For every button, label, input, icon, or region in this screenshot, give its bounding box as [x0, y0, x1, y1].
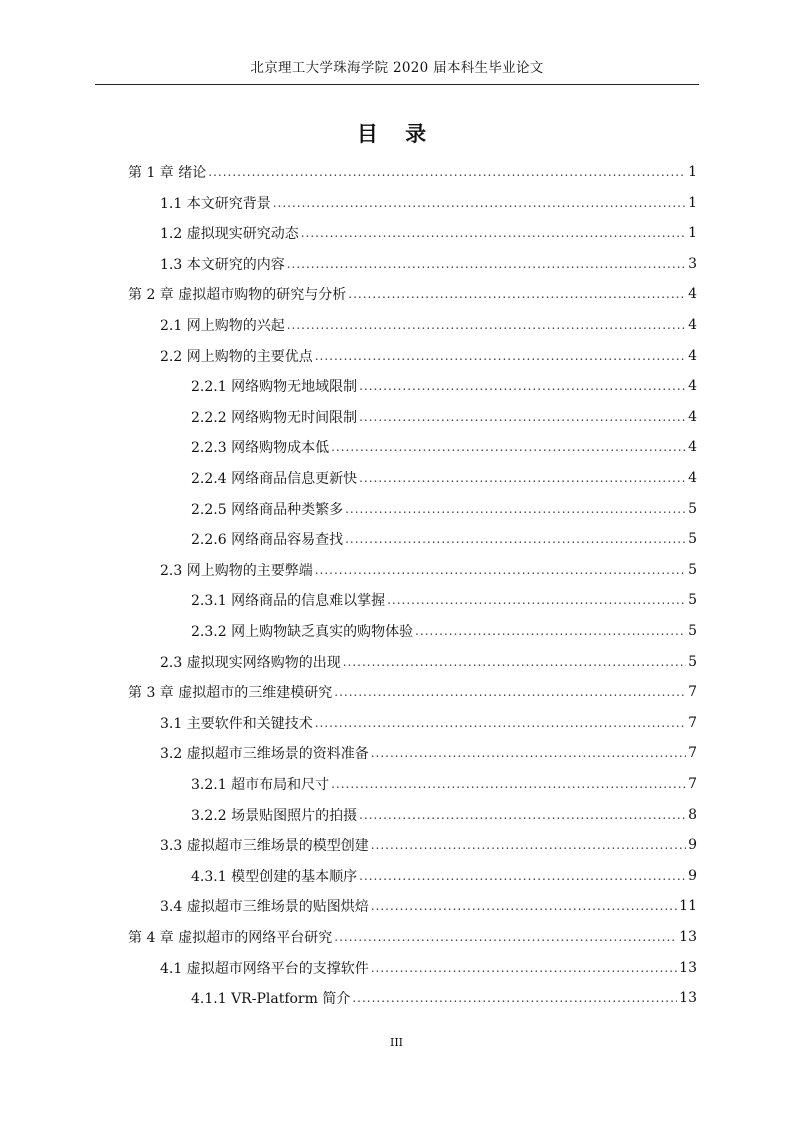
toc-entry[interactable] — [191, 983, 697, 1013]
toc-leader-dots — [371, 961, 677, 975]
toc-entry-label: 3.4 虚拟超市三维场景的贴图烘焙 — [160, 899, 369, 916]
toc-leader-dots — [371, 838, 686, 852]
toc-entry-label: 1.1 本文研究背景 — [160, 195, 271, 212]
toc-entry-page: 3 — [688, 255, 697, 272]
toc-entry[interactable] — [160, 891, 697, 921]
toc-entry-label: 2.2.1 网络购物无地域限制 — [191, 379, 358, 396]
toc-entry-page: 1 — [688, 194, 697, 211]
toc-entry[interactable] — [160, 218, 697, 248]
toc-entry[interactable] — [160, 188, 697, 218]
toc-entry-page: 4 — [688, 378, 697, 395]
toc-entry[interactable] — [191, 402, 697, 432]
toc-entry[interactable] — [191, 463, 697, 493]
toc-title: 目 录 — [356, 121, 437, 146]
running-header: 北京理工大学珠海学院 2020 届本科生毕业论文 — [250, 60, 544, 76]
toc-entry-page: 13 — [679, 959, 697, 976]
toc-entry-label: 2.3.2 网上购物缺乏真实的购物体验 — [191, 624, 414, 640]
toc-entry[interactable] — [128, 677, 697, 707]
toc-leader-dots — [315, 716, 686, 730]
toc-leader-dots — [359, 410, 686, 424]
page-number: III — [389, 1036, 404, 1049]
toc-entry-label: 4.1 虚拟超市网络平台的支撑软件 — [160, 960, 369, 977]
toc-entry-label: 第 3 章 虚拟超市的三维建模研究 — [128, 685, 333, 702]
toc-entry-page: 5 — [688, 592, 697, 609]
toc-entry[interactable] — [160, 738, 697, 768]
toc-leader-dots — [359, 471, 686, 485]
toc-leader-dots — [359, 379, 686, 393]
toc-entry-page: 4 — [688, 439, 697, 456]
toc-entry-page: 5 — [688, 500, 697, 517]
toc-leader-dots — [208, 165, 686, 179]
toc-leader-dots — [287, 257, 686, 271]
toc-entry-page: 4 — [688, 470, 697, 486]
toc-entry[interactable] — [191, 494, 697, 524]
toc-entry-page: 4 — [688, 408, 697, 425]
toc-entry-page: 5 — [688, 623, 697, 639]
toc-entry[interactable] — [191, 800, 697, 830]
toc-entry-page: 5 — [688, 531, 697, 548]
toc-entry[interactable] — [160, 647, 697, 677]
toc-entry-label: 3.2 虚拟超市三维场景的资料准备 — [160, 746, 369, 763]
toc-leader-dots — [343, 655, 686, 669]
toc-entry-page: 1 — [688, 164, 697, 180]
toc-leader-dots — [287, 318, 686, 332]
toc-entry-label: 2.2.3 网络购物成本低 — [191, 440, 330, 457]
toc-leader-dots — [315, 349, 686, 363]
toc-entry-label: 2.3 虚拟现实网络购物的出现 — [160, 654, 341, 671]
toc-entry[interactable] — [160, 249, 697, 279]
toc-entry[interactable] — [191, 616, 697, 646]
toc-entry-label: 2.2.6 网络商品容易查找 — [191, 532, 344, 549]
toc-entry[interactable] — [160, 310, 697, 340]
toc-entry-page: 8 — [688, 806, 697, 823]
toc-leader-dots — [345, 502, 686, 516]
toc-entry[interactable] — [191, 524, 697, 554]
header-divider — [95, 84, 699, 85]
toc-entry-label: 3.3 虚拟超市三维场景的模型创建 — [160, 838, 369, 855]
toc-entry-page: 5 — [688, 561, 697, 578]
toc-entry-label: 第 1 章 绪论 — [128, 165, 207, 181]
toc-entry-label: 1.3 本文研究的内容 — [160, 256, 285, 273]
toc-entry-label: 2.2.4 网络商品信息更新快 — [191, 471, 358, 487]
toc-leader-dots — [371, 746, 686, 760]
toc-leader-dots — [334, 930, 677, 944]
toc-entry-label: 3.2.1 超市布局和尺寸 — [191, 777, 330, 793]
toc-entry[interactable] — [191, 585, 697, 615]
toc-leader-dots — [359, 869, 686, 883]
toc-entry-page: 9 — [688, 837, 697, 854]
toc-entry-page: 4 — [688, 286, 697, 303]
toc-entry[interactable] — [128, 922, 697, 952]
toc-entry-page: 7 — [688, 776, 697, 792]
toc-entry-page: 11 — [679, 898, 697, 915]
toc-entry-label: 2.3.1 网络商品的信息难以掌握 — [191, 593, 386, 610]
toc-entry-page: 7 — [688, 745, 697, 762]
toc-entry-label: 第 2 章 虚拟超市购物的研究与分析 — [128, 287, 347, 304]
toc-leader-dots — [331, 440, 686, 454]
toc-entry-page: 7 — [688, 714, 697, 731]
toc-entry-page: 5 — [688, 653, 697, 670]
toc-entry[interactable] — [160, 341, 697, 371]
toc-entry-page: 13 — [679, 990, 697, 1007]
toc-entry[interactable] — [160, 555, 697, 585]
toc-entry-label: 1.2 虚拟现实研究动态 — [160, 226, 299, 243]
toc-entry[interactable] — [160, 708, 697, 738]
toc-entry-page: 1 — [688, 225, 697, 242]
toc-leader-dots — [348, 287, 686, 301]
toc-entry-label: 第 4 章 虚拟超市的网络平台研究 — [128, 930, 333, 946]
toc-entry-label: 4.1.1 VR-Platform 简介 — [191, 991, 351, 1008]
toc-entry[interactable] — [191, 861, 697, 891]
toc-entry[interactable] — [191, 432, 697, 462]
toc-entry-label: 3.1 主要软件和关键技术 — [160, 715, 313, 732]
toc-entry[interactable] — [160, 953, 697, 983]
toc-leader-dots — [415, 624, 686, 638]
toc-entry-label: 2.2.5 网络商品种类繁多 — [191, 501, 344, 518]
toc-entry-label: 3.2.2 场景贴图照片的拍摄 — [191, 807, 358, 824]
toc-leader-dots — [315, 563, 686, 577]
toc-entry[interactable] — [191, 769, 697, 799]
toc-leader-dots — [345, 532, 686, 546]
toc-entry[interactable] — [128, 157, 697, 187]
toc-entry-page: 7 — [688, 684, 697, 701]
toc-entry-label: 2.2.2 网络购物无时间限制 — [191, 409, 358, 426]
toc-leader-dots — [331, 777, 686, 791]
toc-leader-dots — [387, 593, 686, 607]
toc-entry-label: 4.3.1 模型创建的基本顺序 — [191, 868, 358, 885]
toc-entry-label: 2.1 网上购物的兴起 — [160, 318, 285, 334]
toc-entry[interactable] — [160, 830, 697, 860]
toc-leader-dots — [334, 685, 686, 699]
toc-entry-label: 2.3 网上购物的主要弊端 — [160, 562, 313, 579]
toc-entry[interactable] — [128, 279, 697, 309]
toc-leader-dots — [301, 226, 686, 240]
toc-leader-dots — [359, 808, 686, 822]
toc-leader-dots — [371, 899, 677, 913]
toc-entry-page: 13 — [679, 929, 697, 945]
toc-entry[interactable] — [191, 371, 697, 401]
toc-entry-page: 4 — [688, 347, 697, 364]
toc-leader-dots — [273, 196, 686, 210]
toc-entry-label: 2.2 网上购物的主要优点 — [160, 348, 313, 365]
toc-leader-dots — [352, 991, 677, 1005]
toc-entry-page: 9 — [688, 867, 697, 884]
toc-entry-page: 4 — [688, 317, 697, 333]
